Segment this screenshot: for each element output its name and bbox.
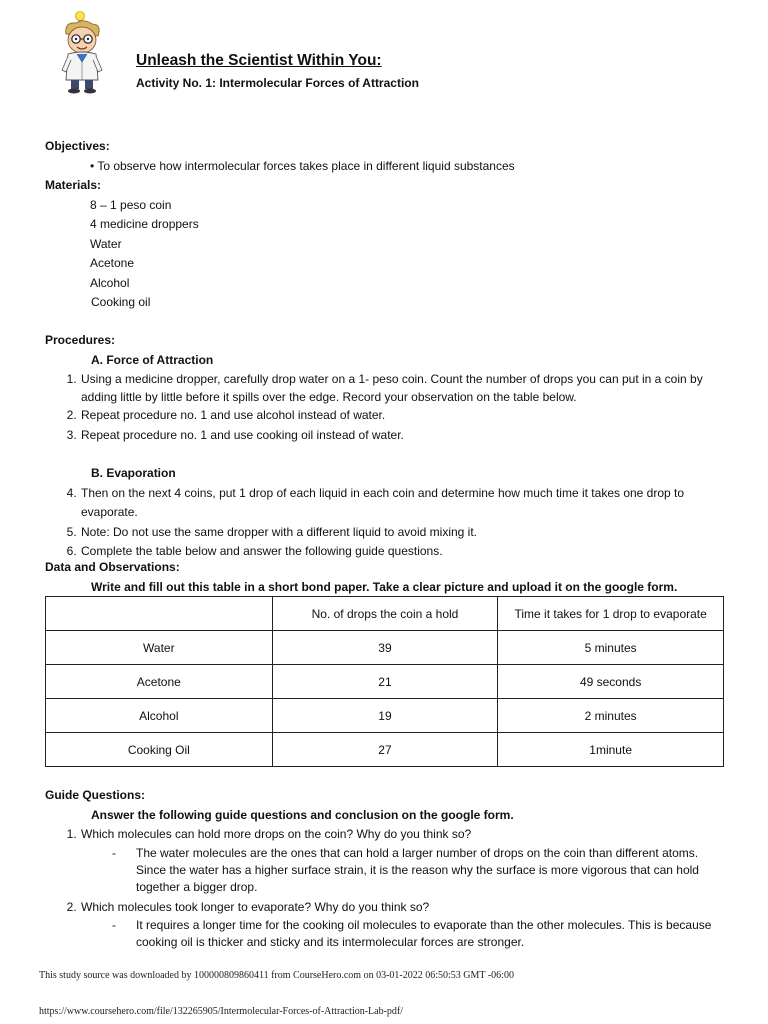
materials-section (45, 176, 199, 313)
guide-instruction: Answer the following guide questions and conclusion on the google form. (91, 807, 514, 822)
evaporation-section (45, 464, 725, 562)
answer-text: It requires a longer time for the cooking oil molecules to evaporate than the other molecules. This is because cooking oil is thicker and sticky and its intermolecular forces are stronger. (136, 918, 712, 949)
table-instruction: Write and fill out this table in a short bond paper. Take a clear picture and upload it on the google form. (91, 579, 678, 594)
table-row (46, 665, 724, 699)
guide-questions-heading: Guide Questions: (45, 788, 146, 802)
material-item: Cooking oil (91, 295, 151, 309)
material-item: 4 medicine droppers (90, 217, 199, 231)
question-text: Which molecules can hold more drops on the coin? Why do you think so? (81, 827, 472, 841)
procedures-heading: Procedures: (45, 333, 116, 347)
table-cell: 39 (272, 631, 498, 665)
table-header-row (46, 597, 724, 631)
source-url-link[interactable]: https://www.coursehero.com/file/132265905/Intermolecular-Forces-of-Attraction-Lab-pdf/ (39, 1006, 404, 1017)
table-cell: Alcohol (46, 699, 273, 733)
table-cell: Cooking Oil (46, 733, 273, 767)
procedure-step: 3. Repeat procedure no. 1 and use cooking oil instead of water. (80, 426, 725, 446)
guide-question-list (45, 898, 725, 918)
procedure-step: 6. Complete the table below and answer the following guide questions. (80, 542, 725, 562)
section-b-heading: B. Evaporation (91, 466, 176, 480)
table-cell: Water (46, 631, 273, 665)
table-header-cell: Time it takes for 1 drop to evaporate (498, 597, 724, 631)
answer-text: The water molecules are the ones that can hold a larger number of drops on the coin than different atoms. Since the water has a higher surface strain, it is the reason why the surface is more vigorous that can hold together a bigger drop. (136, 845, 699, 894)
objectives-section (45, 137, 515, 176)
procedure-step: 1. Using a medicine dropper, carefully drop water on a 1- peso coin. Count the number of drops you can put in a coin by adding little by little before it spills over the edge. Record your observation on the table below. (80, 370, 725, 406)
procedure-list-a (45, 370, 725, 445)
procedure-list-b (45, 484, 725, 562)
scientist-mascot-icon (58, 10, 108, 94)
guide-question (80, 898, 725, 918)
table-cell: 1minute (498, 733, 724, 767)
table-cell: 2 minutes (498, 699, 724, 733)
objectives-heading: Objectives: (45, 139, 110, 153)
procedure-step: 2. Repeat procedure no. 1 and use alcohol instead of water. (80, 406, 725, 426)
procedure-step: 5. Note: Do not use the same dropper with a different liquid to avoid mixing it. (80, 523, 725, 543)
material-item: Alcohol (90, 275, 130, 290)
table-row (46, 733, 724, 767)
table-cell: 49 seconds (498, 665, 724, 699)
answer-item: - It requires a longer time for the cooking oil molecules to evaporate than the other molecules. This is because cooking oil is thicker and sticky and its intermolecular forces are stronger. (0, 917, 725, 951)
observations-table (45, 596, 724, 767)
table-row (46, 631, 724, 665)
page-title: Unleash the Scientist Within You: (136, 52, 382, 69)
activity-subtitle: Activity No. 1: Intermolecular Forces of Attraction (136, 76, 419, 90)
guide-questions-section (45, 786, 725, 951)
section-a-heading: A. Force of Attraction (91, 352, 214, 367)
objective-item: • To observe how intermolecular forces takes place in different liquid substances (90, 158, 515, 173)
material-item: Acetone (90, 256, 135, 270)
table-row (46, 699, 724, 733)
procedure-step: 4. Then on the next 4 coins, put 1 drop of each liquid in each coin and determine how much time it takes one drop to evaporate. (80, 484, 725, 523)
data-observations-section (45, 558, 725, 597)
download-source-note: This study source was downloaded by 100000809860411 from CourseHero.com on 03-01-2022 06:50:53 GMT -06:00 (39, 970, 514, 981)
table-cell: 19 (272, 699, 498, 733)
table-cell: 5 minutes (498, 631, 724, 665)
guide-question-list (45, 825, 725, 845)
question-text: Which molecules took longer to evaporate? Why do you think so? (81, 899, 430, 914)
material-item: 8 – 1 peso coin (90, 197, 172, 212)
table-cell: Acetone (46, 665, 273, 699)
answer-item: - The water molecules are the ones that can hold a larger number of drops on the coin than different atoms. Since the water has a higher surface strain, it is the reason why the surface is more vigorous that can hold together a bigger drop. (0, 845, 725, 896)
guide-question (80, 825, 725, 845)
table-cell: 27 (272, 733, 498, 767)
data-observations-heading: Data and Observations: (45, 560, 180, 574)
procedures-section (45, 331, 725, 445)
table-header-cell: No. of drops the coin a hold (272, 597, 498, 631)
table-cell: 21 (272, 665, 498, 699)
material-item: Water (90, 236, 122, 251)
table-header-cell (46, 597, 273, 631)
materials-heading: Materials: (45, 178, 102, 192)
